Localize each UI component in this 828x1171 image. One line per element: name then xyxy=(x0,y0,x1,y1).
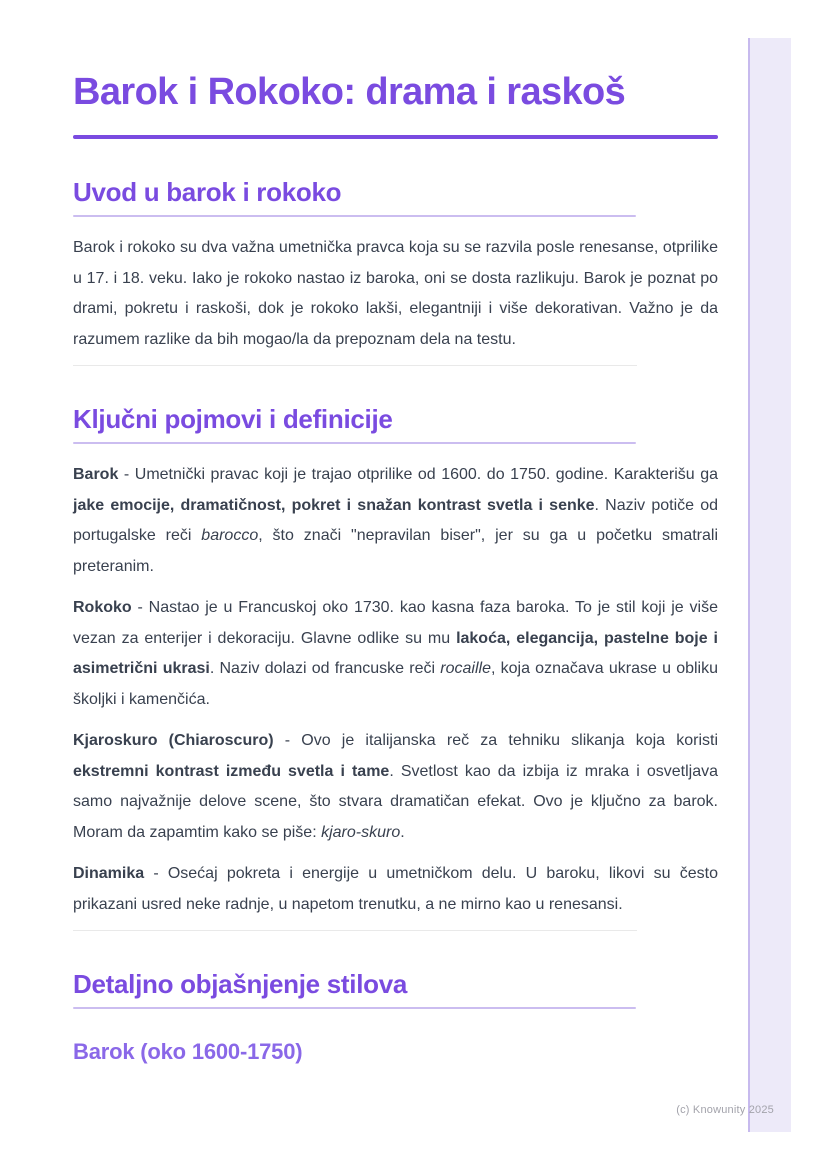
watermark: (c) Knowunity 2025 xyxy=(676,1104,774,1116)
paragraph-kjaroskuro xyxy=(73,726,718,848)
paragraph-text: , što znači "nepravilan biser", jer su ga u početku smatrali preteranim. xyxy=(73,527,719,575)
title-rule xyxy=(73,135,718,139)
heading-underline xyxy=(73,215,636,217)
paragraph-rokoko xyxy=(73,593,718,715)
italic-term: kjaro-skuro xyxy=(321,823,401,841)
paragraph-text: - Umetnički pravac koji je trajao otprilike od 1600. do 1750. godine. Karakterišu ga xyxy=(118,466,718,484)
section-heading-uvod: Uvod u barok i rokoko xyxy=(73,177,342,208)
term-dinamika: Dinamika xyxy=(73,865,145,883)
heading-underline xyxy=(73,1007,636,1009)
paragraph-text: - Osećaj pokreta i energije u umetničkom delu. U baroku, likovi su često prikazani usred neke radnje, u napetom trenutku, a ne mirno kao u renesansi. xyxy=(73,865,718,913)
paragraph-barok xyxy=(73,460,718,582)
section-heading-pojmovi: Ključni pojmovi i definicije xyxy=(73,404,393,435)
page-title: Barok i Rokoko: drama i raskoš xyxy=(73,71,626,113)
section-divider xyxy=(73,365,637,366)
term-barok: Barok xyxy=(73,466,119,484)
paragraph-text: . Naziv potiče od portugalske reči xyxy=(73,496,719,545)
term-rokoko: Rokoko xyxy=(73,599,132,617)
paragraph-text: Barok i rokoko su dva važna umetnička pravca koja su se razvila posle renesanse, otprilike u 17. i 18. veku. Iako je rokoko nastao iz baroka, oni se dosta razlikuju. Barok je poznat po drami, pokretu i raskoši, dok je rokoko lakši, elegantniji i više dekorativan. Važno je da razumem razlike da bih mogao/la da prepoznam dela na testu. xyxy=(73,239,718,348)
paragraph-text: . xyxy=(400,823,405,841)
subsection-heading-barok-period: Barok (oko 1600-1750) xyxy=(73,1039,303,1065)
section-divider xyxy=(73,930,637,931)
document-page xyxy=(73,0,718,1065)
bold-phrase: lakoća, elegancija, pastelne boje i asimetrični ukrasi xyxy=(73,629,718,678)
page-edge-strip xyxy=(748,38,791,1132)
paragraph-text: . Svetlost kao da izbija iz mraka i osvetljava samo najvažnije delove scene, što stvara dramatičan efekat. Ovo je ključno za barok. Moram da zapamtim kako se piše: xyxy=(73,762,719,841)
italic-term: rocaille xyxy=(440,660,491,678)
paragraph-text: . Naziv dolazi od francuske reči xyxy=(209,660,441,678)
paragraph-text: , koja označava ukrase u obliku školjki i kamenčića. xyxy=(73,660,719,708)
paragraph-dinamika xyxy=(73,859,718,920)
bold-phrase: ekstremni kontrast između svetla i tame xyxy=(73,762,390,780)
italic-term: barocco xyxy=(201,527,259,545)
paragraph-text: - Nastao je u Francuskoj oko 1730. kao kasna faza baroka. To je stil koji je više vezan za enterijer i dekoraciju. Glavne odlike su mu xyxy=(73,599,718,647)
bold-phrase: jake emocije, dramatičnost, pokret i snažan kontrast svetla i senke xyxy=(73,496,595,514)
paragraph-intro xyxy=(73,233,718,355)
section-heading-stilovi: Detaljno objašnjenje stilova xyxy=(73,969,408,1000)
term-kjaroskuro: Kjaroskuro (Chiaroscuro) xyxy=(73,732,274,750)
paragraph-text: - Ovo je italijanska reč za tehniku slikanja koja koristi xyxy=(273,732,719,750)
heading-underline xyxy=(73,442,636,444)
